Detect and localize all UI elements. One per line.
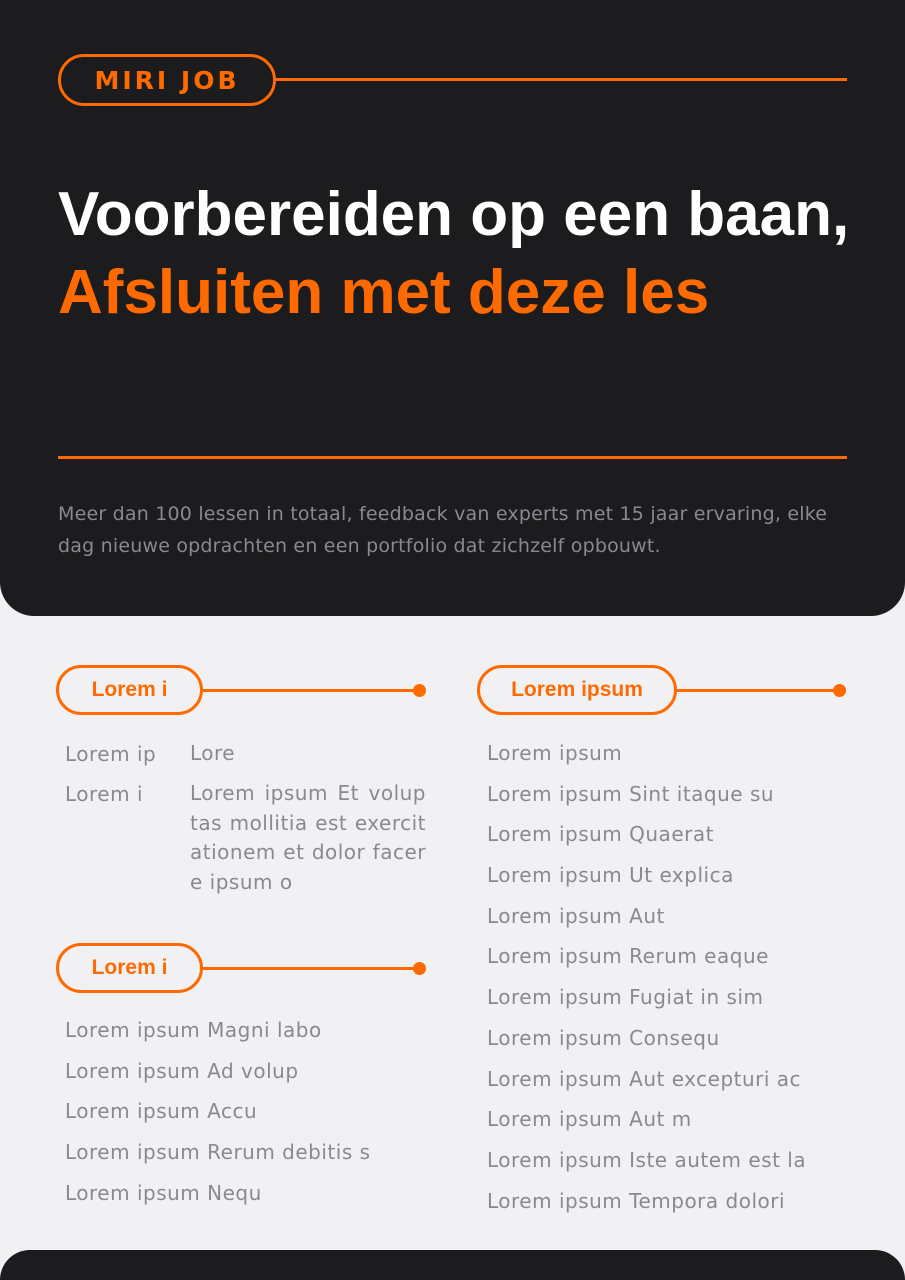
section1-label: Lorem i xyxy=(56,665,203,715)
section2-dot xyxy=(413,962,426,975)
brand-rule xyxy=(274,78,847,81)
hero-panel xyxy=(0,0,905,616)
list-item: Lorem ipsum Ad volup xyxy=(65,1058,299,1083)
section1-value: Lore xyxy=(190,741,236,765)
list-item: Lorem ipsum Accu xyxy=(65,1099,258,1124)
section2-rule xyxy=(200,967,420,970)
page-title xyxy=(58,176,858,332)
list-item: Lorem ipsum Nequ xyxy=(65,1180,262,1205)
hero-divider xyxy=(58,456,847,459)
list-item: Lorem ipsum Rerum eaque xyxy=(487,944,769,969)
list-item: Lorem ipsum Tempora dolori xyxy=(487,1188,786,1213)
footer-panel xyxy=(0,1250,905,1280)
list-item: Lorem ipsum Sint itaque su xyxy=(487,781,775,806)
hero-description: Meer dan 100 lessen in totaal, feedback van experts met 15 jaar ervaring, elke dag nieuwe opdrachten en een portfolio dat zichzelf opbouwt. xyxy=(58,503,828,557)
section1-value: Lorem ipsum Et voluptas mollitia est exercitationem et dolor facere ipsum o xyxy=(190,781,426,894)
list-item: Lorem ipsum Quaerat xyxy=(487,822,714,847)
section1-key: Lorem ip xyxy=(65,742,157,766)
section1-rule xyxy=(200,689,420,692)
section3-dot xyxy=(833,684,846,697)
list-item: Lorem ipsum Ut explica xyxy=(487,863,734,888)
section3-list xyxy=(487,733,806,1221)
section2-list xyxy=(65,1010,371,1213)
section1-key: Lorem i xyxy=(65,782,144,806)
list-item: Lorem ipsum Fugiat in sim xyxy=(487,985,764,1010)
list-item: Lorem ipsum Iste autem est la xyxy=(487,1147,807,1172)
section3-rule xyxy=(674,689,846,692)
list-item: Lorem ipsum Aut xyxy=(487,903,665,928)
section1-dot xyxy=(413,684,426,697)
list-item: Lorem ipsum Aut m xyxy=(487,1107,692,1132)
section3-label: Lorem ipsum xyxy=(477,665,677,715)
brand-badge: MIRI JOB xyxy=(58,54,276,106)
list-item: Lorem ipsum Aut excepturi ac xyxy=(487,1066,802,1091)
section2-label: Lorem i xyxy=(56,943,203,993)
title-accent: Afsluiten met deze les xyxy=(58,258,710,327)
list-item: Lorem ipsum Rerum debitis s xyxy=(65,1140,371,1165)
title-line: Voorbereiden op een baan, xyxy=(58,180,850,249)
list-item: Lorem ipsum Consequ xyxy=(487,1025,720,1050)
list-item: Lorem ipsum Magni labo xyxy=(65,1018,322,1042)
list-item: Lorem ipsum xyxy=(487,741,623,765)
